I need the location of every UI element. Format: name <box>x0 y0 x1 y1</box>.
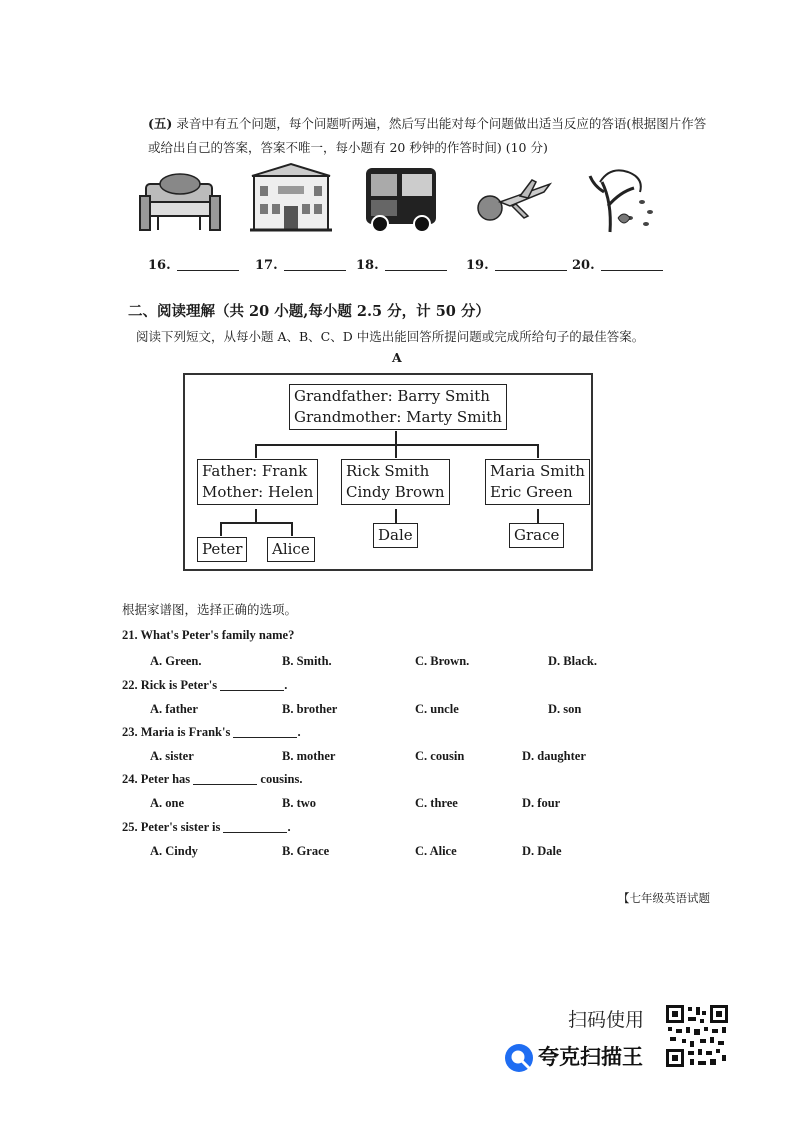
question-23: 23. Maria is Frank's . <box>122 725 301 739</box>
option-21c[interactable]: C. Brown. <box>415 654 470 668</box>
bus-picture <box>362 162 440 234</box>
option-25c[interactable]: C. Alice <box>415 844 457 858</box>
library-picture <box>248 162 334 234</box>
section-2-title: 二、阅读理解（共 20 小题,每小题 2.5 分，计 50 分） <box>128 303 490 320</box>
family-tree <box>183 373 593 571</box>
answer-18[interactable]: 18. <box>356 258 447 273</box>
option-24a[interactable]: A. one <box>150 796 185 810</box>
option-25d[interactable]: D. Dale <box>522 844 562 858</box>
node-dale: Dale <box>373 523 418 548</box>
exam-footer-tag: 【七年级英语试题 <box>618 891 710 905</box>
node-alice: Alice <box>267 537 315 562</box>
plane-picture <box>470 162 556 234</box>
option-23a[interactable]: A. sister <box>150 749 194 763</box>
section5-text: 录音中有五个问题，每个问题听两遍，然后写出能对每个问题做出适当反应的答语(根据图片作答或给出自己的答案，答案不唯一，每小题有 20 秒钟的作答时间) <box>148 116 707 155</box>
question-25: 25. Peter's sister is . <box>122 820 291 834</box>
option-21b[interactable]: B. Smith. <box>282 654 332 668</box>
option-25a[interactable]: A. Cindy <box>150 844 198 858</box>
option-21a[interactable]: A. Green. <box>150 654 202 668</box>
blank-25[interactable] <box>223 832 287 833</box>
option-22b[interactable]: B. brother <box>282 702 338 716</box>
node-frank-helen: Father: Frank Mother: Helen <box>197 459 318 505</box>
blank-22[interactable] <box>220 690 284 691</box>
passage-label: A <box>392 350 402 365</box>
node-grandparents: Grandfather: Barry Smith Grandmother: Marty Smith <box>289 384 507 430</box>
option-24b[interactable]: B. two <box>282 796 317 810</box>
autumn-tree-picture <box>580 162 660 234</box>
picture-row <box>130 162 670 242</box>
quark-logo-icon <box>504 1043 534 1073</box>
qr-code-icon[interactable] <box>666 1005 728 1067</box>
blank-24[interactable] <box>193 784 257 785</box>
option-23b[interactable]: B. mother <box>282 749 336 763</box>
node-rick-cindy: Rick Smith Cindy Brown <box>341 459 450 505</box>
question-24: 24. Peter has cousins. <box>122 772 303 786</box>
option-22d[interactable]: D. son <box>548 702 582 716</box>
sofa-picture <box>138 162 222 234</box>
option-24d[interactable]: D. four <box>522 796 561 810</box>
question-22: 22. Rick is Peter's . <box>122 678 288 692</box>
scan-use-text: 扫码使用 <box>568 1009 645 1031</box>
blank-23[interactable] <box>233 737 297 738</box>
option-22a[interactable]: A. father <box>150 702 198 716</box>
answer-20[interactable]: 20. <box>572 258 663 273</box>
option-24c[interactable]: C. three <box>415 796 458 810</box>
node-grace: Grace <box>509 523 564 548</box>
answer-17[interactable]: 17. <box>255 258 346 273</box>
option-23d[interactable]: D. daughter <box>522 749 586 763</box>
node-peter: Peter <box>197 537 247 562</box>
option-21d[interactable]: D. Black. <box>548 654 597 668</box>
section5-score: (10 分) <box>505 140 548 155</box>
option-25b[interactable]: B. Grace <box>282 844 330 858</box>
choose-instruction: 根据家谱图，选择正确的选项。 <box>122 602 298 617</box>
listening-section-5 <box>148 112 708 160</box>
app-name: 夸克扫描王 <box>538 1045 643 1069</box>
section5-prefix: (五) <box>148 116 173 131</box>
option-23c[interactable]: C. cousin <box>415 749 465 763</box>
section-2-instruction: 阅读下列短文，从每小题 A、B、C、D 中选出能回答所提问题或完成所给句子的最佳答案。 <box>136 329 645 344</box>
answer-19[interactable]: 19. <box>466 258 567 273</box>
answer-16[interactable]: 16. <box>148 258 239 273</box>
node-maria-eric: Maria Smith Eric Green <box>485 459 590 505</box>
option-22c[interactable]: C. uncle <box>415 702 459 716</box>
question-21: 21. What's Peter's family name? <box>122 628 295 642</box>
